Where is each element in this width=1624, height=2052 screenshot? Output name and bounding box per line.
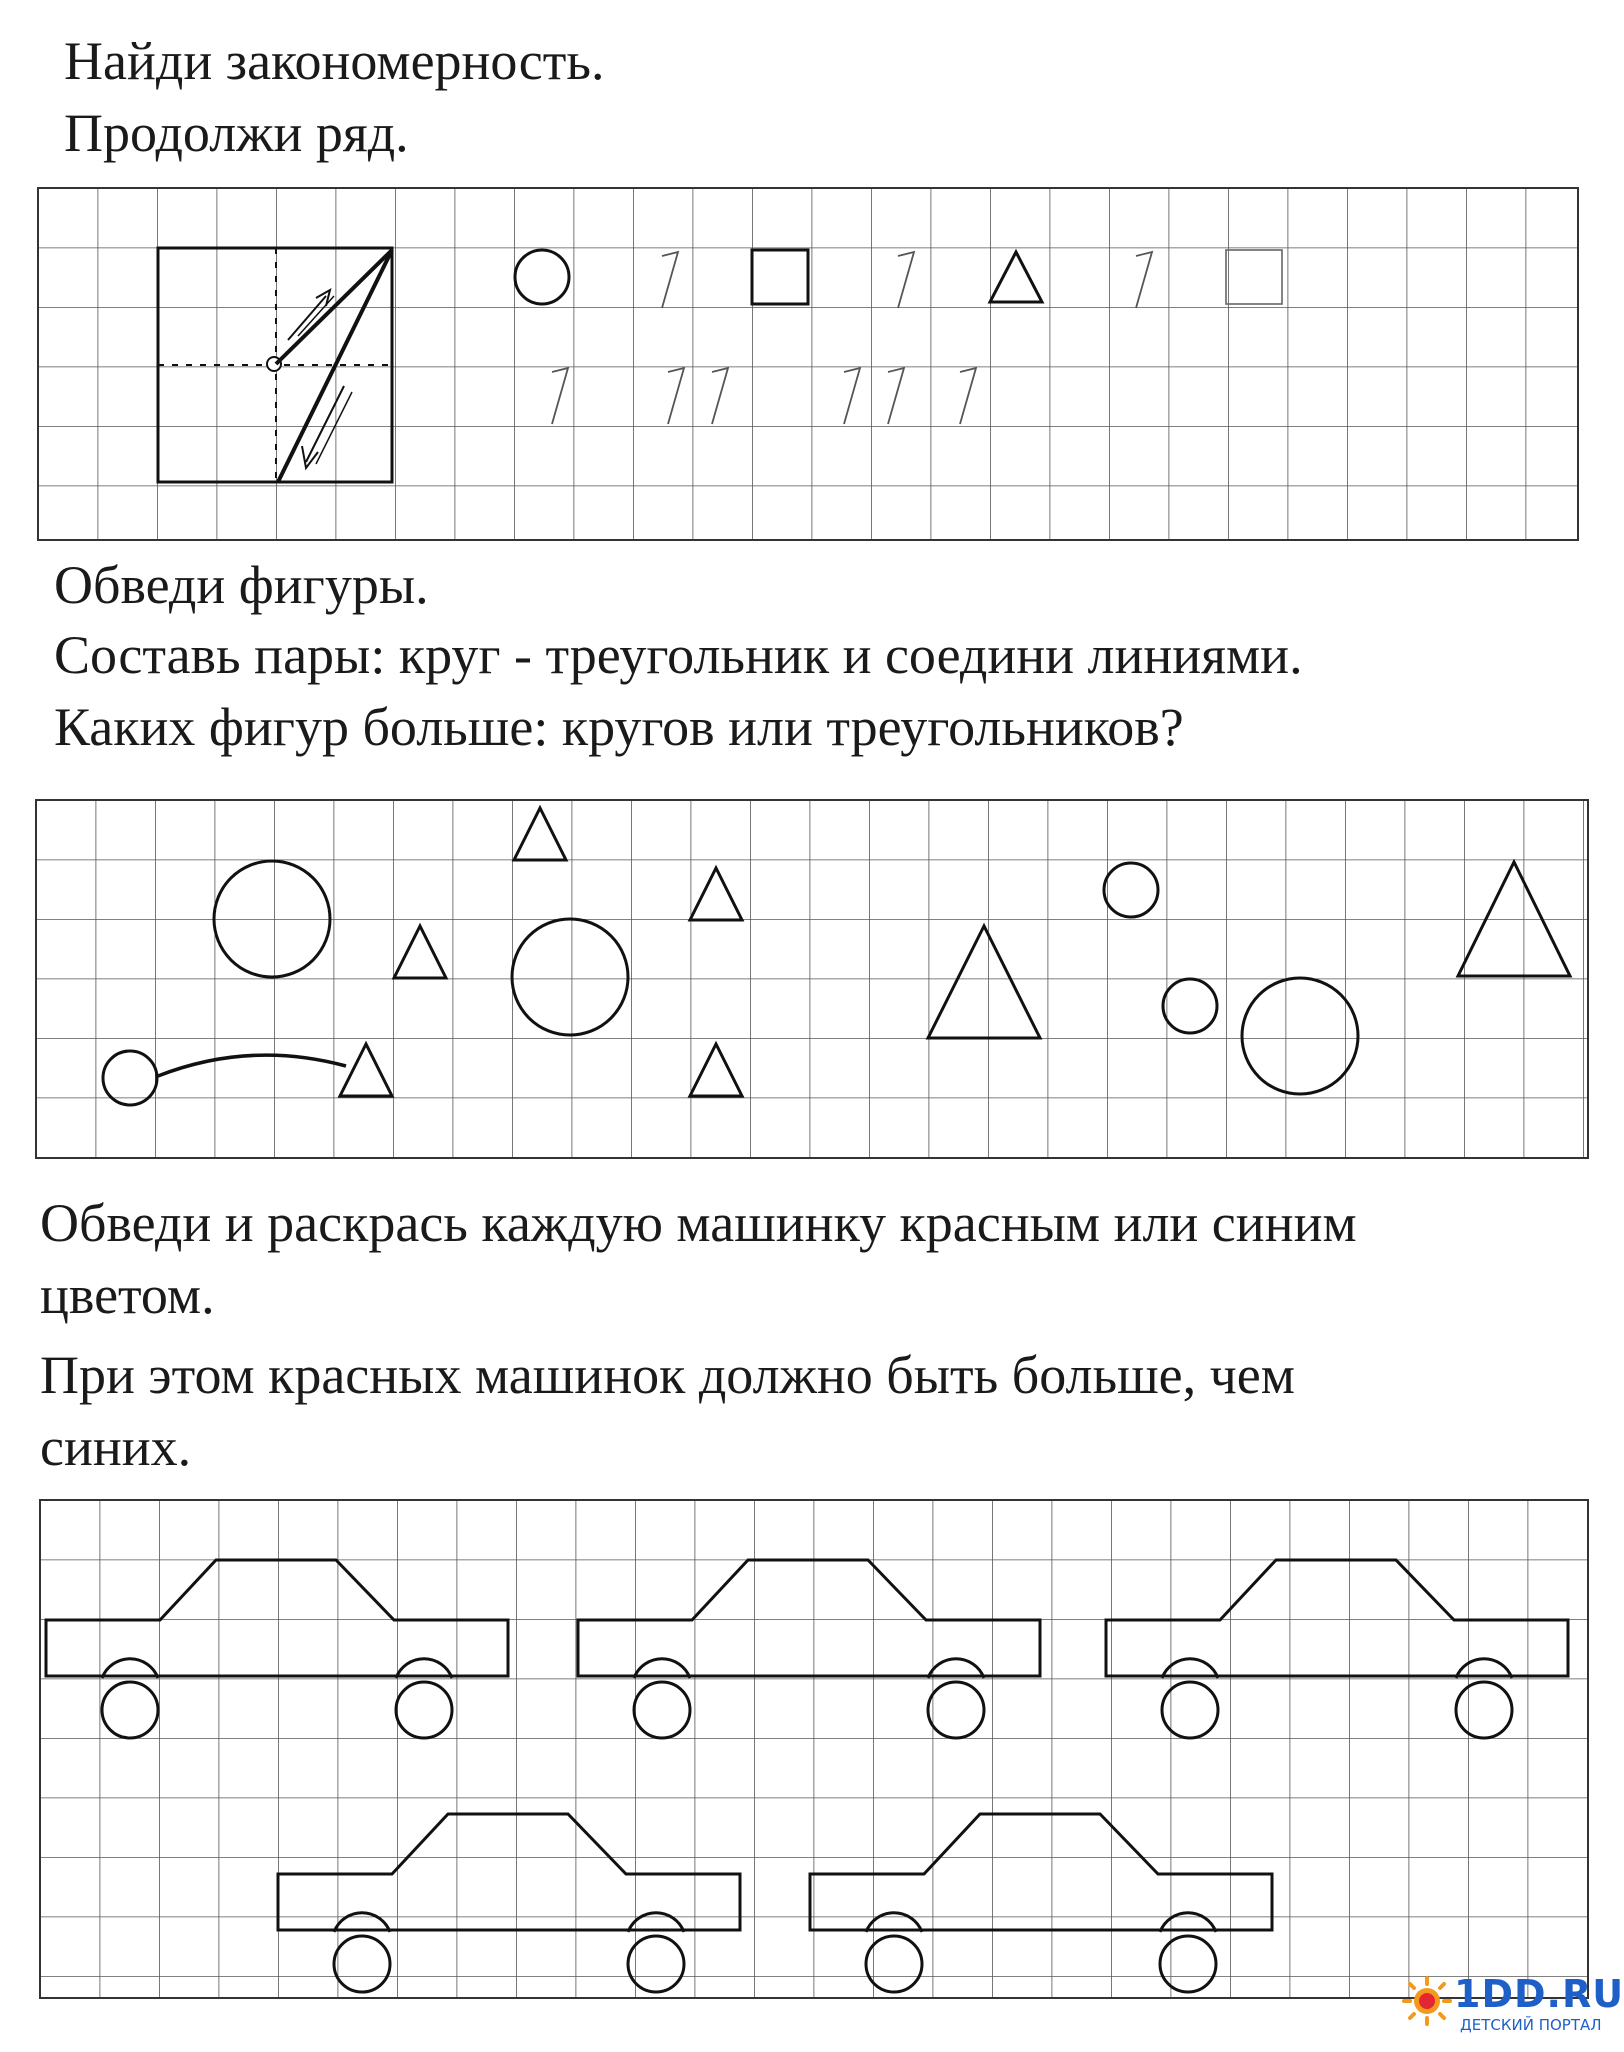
task2-line1: Обведи фигуры. — [54, 555, 429, 615]
site-logo — [1396, 1968, 1624, 2042]
task3-line4: синих. — [40, 1417, 192, 1477]
task2-line2: Составь пары: круг - треугольник и соедини линиями. — [54, 625, 1303, 685]
logo-brand: 1DD.RU — [1454, 1972, 1624, 2016]
task3-line2: цветом. — [40, 1265, 215, 1325]
task2-line3: Каких фигур больше: кругов или треугольников? — [54, 697, 1184, 757]
cars-grid — [40, 1500, 1588, 1998]
shapes-grid — [36, 800, 1588, 1158]
task1-line2: Продолжи ряд. — [64, 103, 409, 163]
logo-tagline: ДЕТСКИЙ ПОРТАЛ — [1460, 2016, 1602, 2034]
task3-line1: Обведи и раскрась каждую машинку красным или синим — [40, 1193, 1357, 1253]
sun-icon — [1402, 1976, 1452, 2026]
task3-line3: При этом красных машинок должно быть больше, чем — [40, 1345, 1295, 1405]
task1-line1: Найди закономерность. — [64, 31, 605, 91]
